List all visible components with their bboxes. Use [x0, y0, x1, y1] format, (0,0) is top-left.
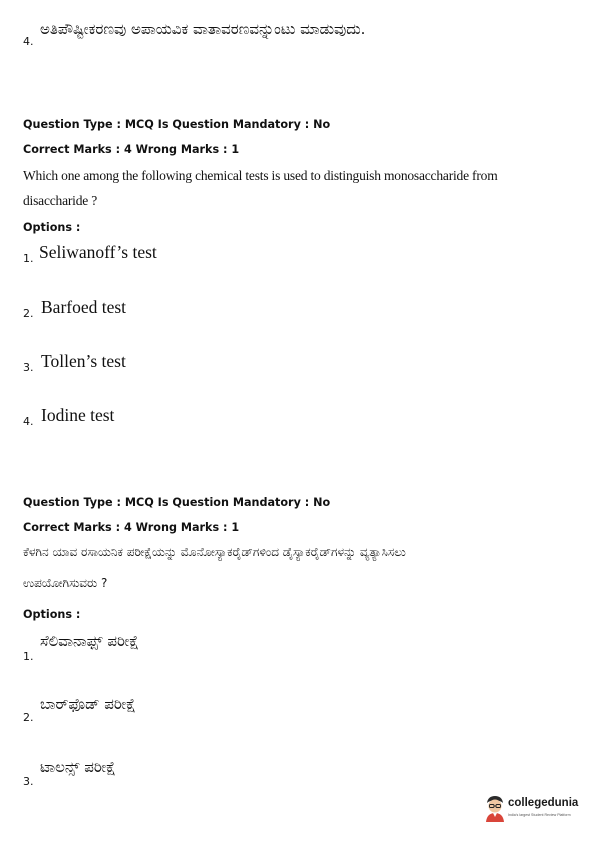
options-label: Options :: [23, 221, 81, 234]
options-label: Options :: [23, 608, 81, 621]
collegedunia-logo: [484, 792, 594, 828]
question-text-line-2: disaccharide ?: [23, 193, 98, 208]
question-text-line-2: ಉಪಯೋಗಿಸುವರು ?: [23, 576, 108, 590]
question-text-line-1: Which one among the following chemical tests is used to distinguish monosaccharide from: [23, 168, 498, 183]
option-text: Seliwanoff’s test: [39, 242, 157, 262]
option-number: 1.: [23, 252, 34, 265]
question-type-line: Question Type : MCQ Is Question Mandatory : No: [23, 496, 331, 509]
option-text: ಸೆಲಿವಾನಾಫ್ಸ್ ಪರೀಕ್ಷೆ: [40, 632, 139, 650]
option-text: ಅತಿಪೌಷ್ಟೀಕರಣವು ಅಪಾಯವಿಕ ವಾತಾವರಣವನ್ನುಂಟು ಮಾಡುವುದು.: [40, 20, 366, 38]
student-avatar-icon: [484, 794, 506, 822]
option-text: ಬಾರ್‌ಫೊಡ್ ಪರೀಕ್ಷೆ: [40, 695, 136, 713]
logo-name: collegedunia: [508, 797, 579, 809]
marks-line: Correct Marks : 4 Wrong Marks : 1: [23, 521, 240, 534]
marks-line: Correct Marks : 4 Wrong Marks : 1: [23, 143, 240, 156]
option-number: 2.: [23, 307, 34, 320]
option-number: 1.: [23, 650, 34, 663]
option-number: 4.: [23, 35, 34, 48]
option-text: Barfoed test: [41, 297, 127, 317]
option-number: 3.: [23, 361, 34, 374]
option-number: 4.: [23, 415, 34, 428]
question-text-line-1: ಕೆಳಗಿನ ಯಾವ ರಸಾಯನಿಕ ಪರೀಕ್ಷೆಯನ್ನು ಮೊನೋಸ್ಯಾಕರೈಡ್‌ಗಳಿಂದ ಡೈಸ್ಯಾಕರೈಡ್‌ಗಳನ್ನು ವ್ಯತ್ಯಾಸಿಸಲು: [23, 545, 406, 559]
option-number: 3.: [23, 775, 34, 788]
option-text: Iodine test: [41, 405, 115, 425]
option-text: Tollen’s test: [41, 351, 126, 371]
option-number: 2.: [23, 711, 34, 724]
question-type-line: Question Type : MCQ Is Question Mandatory : No: [23, 118, 331, 131]
logo-tagline: India's largest Student Review Platform: [508, 813, 571, 817]
option-text: ಟಾಲನ್ಸ್ ಪರೀಕ್ಷೆ: [40, 758, 116, 776]
